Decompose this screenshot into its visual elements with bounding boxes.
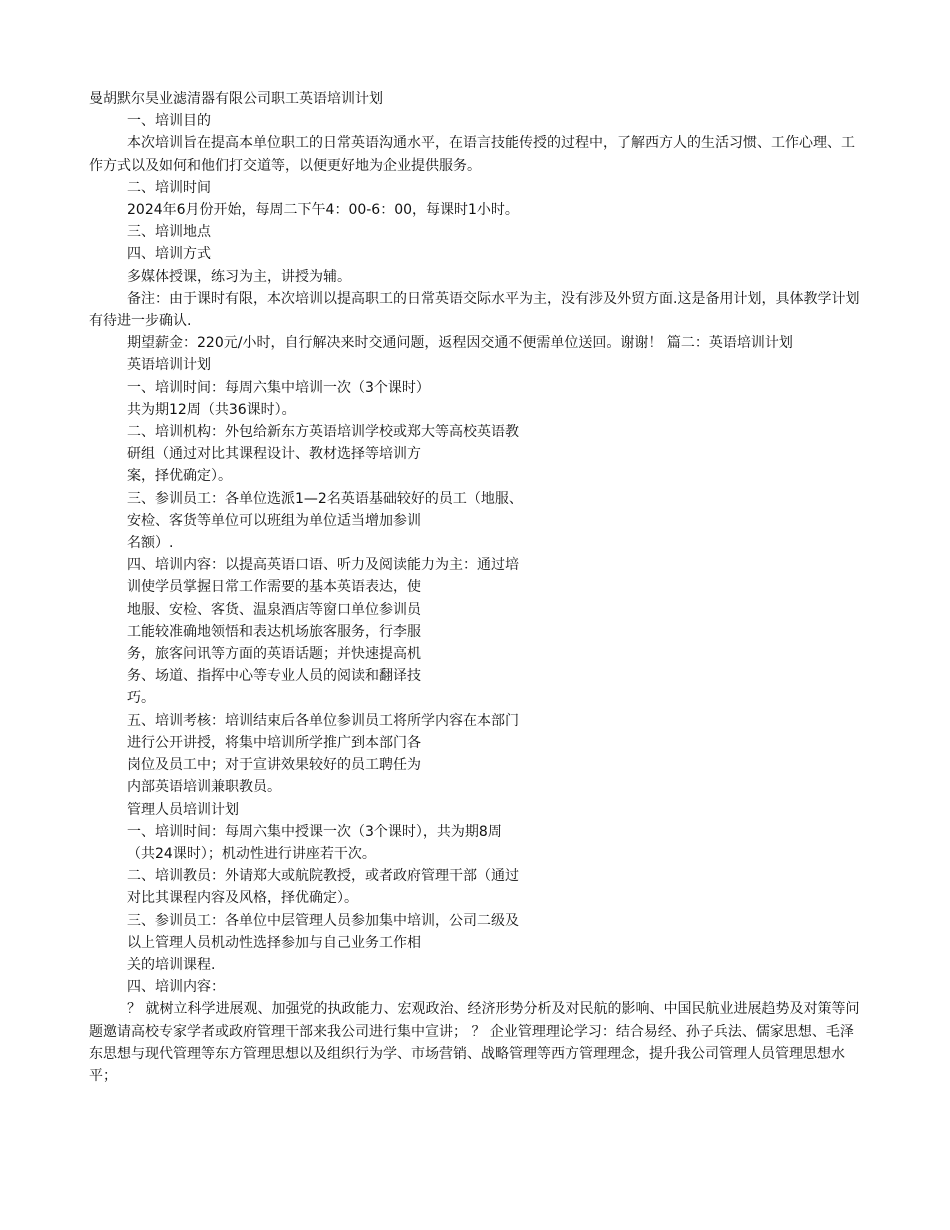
paragraph: 多媒体授课，练习为主，讲授为辅。 [127, 268, 351, 285]
paragraph: 英语培训计划 [127, 357, 211, 374]
paragraph: 备注：由于课时有限，本次培训以提高职工的日常英语交际水平为主，没有涉及外贸方面.这是备用计划，具体教学计划有待进一步确认. [89, 290, 860, 330]
paragraph: 二、培训时间 [127, 179, 211, 196]
paragraph: 安检、客货等单位可以班组为单位适当增加参训 [127, 512, 421, 529]
paragraph: 地服、安检、客货、温泉酒店等窗口单位参训员 [127, 601, 421, 618]
paragraph: 本次培训旨在提高本单位职工的日常英语沟通水平，在语言技能传授的过程中，了解西方人的生活习惯、工作心理、工作方式以及如何和他们打交道等，以便更好地为企业提供服务。 [89, 135, 855, 174]
paragraph: 共为期12周（共36课时）。 [127, 401, 296, 418]
paragraph: 四、培训方式 [127, 246, 211, 263]
paragraph: 内部英语培训兼职教员。 [127, 779, 281, 796]
paragraph: （共24课时）；机动性进行讲座若干次。 [127, 845, 376, 862]
paragraph: 工能较准确地领悟和表达机场旅客服务，行李服 [127, 623, 421, 640]
paragraph: 管理人员培训计划 [127, 801, 239, 818]
paragraph: 岗位及员工中；对于宣讲效果较好的员工聘任为 [127, 757, 421, 774]
document-title: 曼胡默尔昊业滤清器有限公司职工英语培训计划 [89, 91, 383, 107]
paragraph: 二、培训教员：外请郑大或航院教授，或者政府管理干部（通过 [127, 868, 519, 885]
paragraph: 关的培训课程. [127, 956, 216, 973]
paragraph: 四、培训内容：以提高英语口语、听力及阅读能力为主：通过培 [127, 557, 519, 574]
paragraph: 五、培训考核：培训结束后各单位参训员工将所学内容在本部门 [127, 712, 519, 729]
paragraph: 一、培训时间：每周六集中授课一次（3个课时），共为期8周 [127, 823, 502, 840]
paragraph: 务，旅客问讯等方面的英语话题；并快速提高机 [127, 646, 421, 663]
paragraph: 训使学员掌握日常工作需要的基本英语表达，使 [127, 579, 421, 596]
paragraph: 巧。 [127, 690, 155, 707]
paragraph: 对比其课程内容及风格，择优确定）。 [127, 890, 358, 907]
paragraph: 研组（通过对比其课程设计、教材选择等培训方 [127, 446, 421, 463]
paragraph: 四、培训内容： [127, 979, 225, 996]
paragraph: ？ 就树立科学进展观、加强党的执政能力、宏观政治、经济形势分析及对民航的影响、中国民航业进展趋势及对策等问题邀请高校专家学者或政府管理干部来我公司进行集中宣讲； ？ 企业管理理论学习：结合易经、孙子兵法、儒家思想、毛泽东思想与现代管理等东方管理思想以及组织行为学、市场营销、战略管理等西方管理理念，提升我公司管理人员管理思想水平； [89, 1001, 860, 1084]
paragraph: 三、培训地点 [127, 224, 211, 241]
paragraph: 三、参训员工：各单位选派1—2名英语基础较好的员工（地服、 [127, 490, 523, 507]
paragraph: 名额）. [127, 535, 174, 552]
paragraph: 务、场道、指挥中心等专业人员的阅读和翻译技 [127, 668, 421, 685]
paragraph: 三、参训员工：各单位中层管理人员参加集中培训，公司二级及 [127, 912, 519, 929]
paragraph: 期望薪金：220元/小时，自行解决来时交通问题，返程因交通不便需单位送回。谢谢！ 篇二：英语培训计划 [127, 335, 793, 352]
paragraph: 以上管理人员机动性选择参加与自己业务工作相 [127, 934, 421, 951]
paragraph: 2024年6月份开始，每周二下午4：00-6：00，每课时1小时。 [127, 202, 519, 219]
paragraph: 一、培训目的 [127, 113, 211, 130]
paragraph: 二、培训机构：外包给新东方英语培训学校或郑大等高校英语教 [127, 424, 519, 441]
paragraph: 一、培训时间：每周六集中培训一次（3个课时） [127, 379, 430, 396]
paragraph: 案，择优确定）。 [127, 468, 232, 485]
document-body [89, 110, 862, 1087]
paragraph: 进行公开讲授，将集中培训所学推广到本部门各 [127, 734, 421, 751]
